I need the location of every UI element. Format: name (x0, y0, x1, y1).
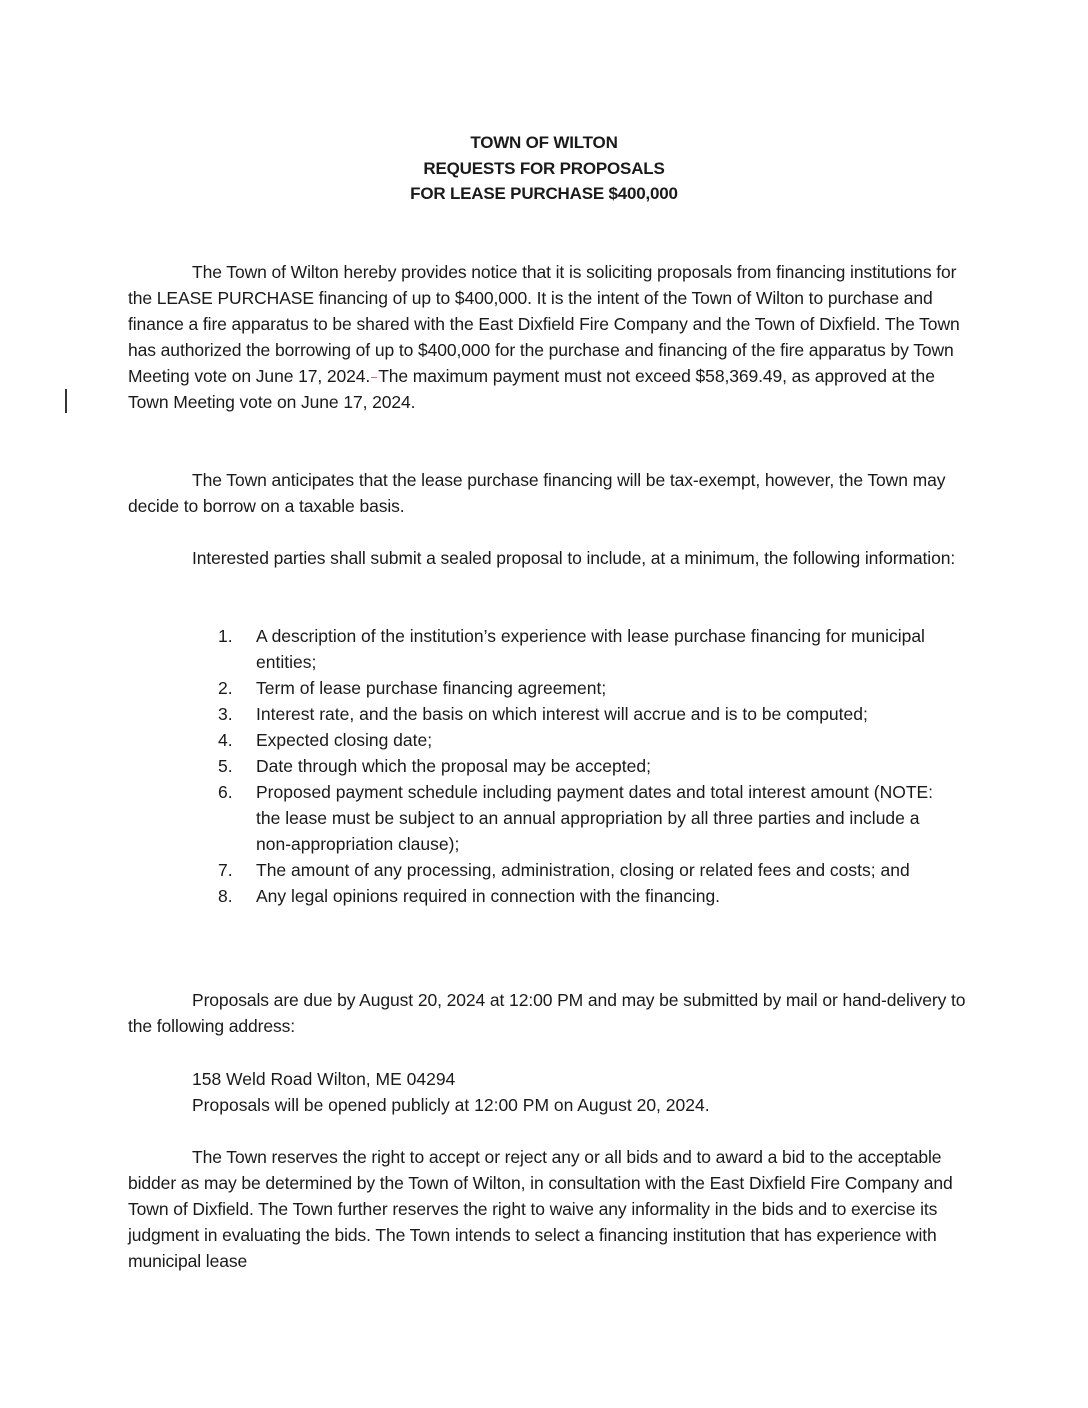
list-item: 8. Any legal opinions required in connection with the financing. (218, 886, 721, 906)
title-line-2: REQUESTS FOR PROPOSALS (423, 158, 665, 178)
title-line-3: FOR LEASE PURCHASE $400,000 (410, 184, 678, 203)
change-bar-marker (65, 389, 67, 413)
paragraph-due-date: Proposals are due by August 20, 2024 at 12:00 PM and may be submitted by mail or hand-delivery to the following address: (128, 990, 966, 1036)
paragraph-submission: Interested parties shall submit a sealed proposal to include, at a minimum, the following information: (192, 548, 956, 568)
list-item: 2. Term of lease purchase financing agreement; (218, 678, 607, 698)
paragraph-tax-exempt: The Town anticipates that the lease purchase financing will be tax-exempt, however, the Town may decide to borrow on a taxable basis. (128, 470, 946, 516)
opening-notice: Proposals will be opened publicly at 12:00 PM on August 20, 2024. (192, 1095, 710, 1115)
paragraph-intro (128, 259, 968, 415)
list-item: 5. Date through which the proposal may be accepted; (218, 756, 651, 776)
list-item: 1. A description of the institution’s experience with lease purchase financing for municipal entities; (218, 626, 925, 672)
list-item: 4. Expected closing date; (218, 730, 433, 750)
title-line-1: TOWN OF WILTON (470, 133, 618, 152)
list-item: 3. Interest rate, and the basis on which interest will accrue and is to be computed; (218, 704, 868, 724)
paragraph-reservation: The Town reserves the right to accept or reject any or all bids and to award a bid to the acceptable bidder as may be determined by the Town of Wilton, in consultation with the East Dixfield Fire Company and Town of Dixfield. The Town further reserves the right to waive any informality in the bids and to exercise its judgment in evaluating the bids. The Town intends to select a financing institution that has experience with municipal lease (128, 1147, 953, 1271)
document-title (0, 130, 1088, 207)
list-item: 7. The amount of any processing, administration, closing or related fees and costs; and (218, 860, 910, 880)
list-item: 6. Proposed payment schedule including payment dates and total interest amount (NOTE: the lease must be subject to an annual appropriation by all three parties and include a non-appropriation clause); (218, 782, 934, 854)
max-payment-text: The maximum payment must not exceed $58,369.49, as approved at the Town Meeting vote on June 17, 2024. (128, 366, 935, 412)
requirements-list (218, 623, 958, 909)
tracked-change-mark (371, 377, 377, 378)
intro-text: The Town of Wilton hereby provides notice that it is soliciting proposals from financing institutions for the LEASE PURCHASE financing of up to $400,000. It is the intent of the Town of Wilton to purchase and finance a fire apparatus to be shared with the East Dixfield Fire Company and the Town of Dixfield. The Town has authorized the borrowing of up to $400,000 for the purchase and financing of the fire apparatus by Town Meeting vote on June 17, 2024. (128, 262, 960, 386)
mailing-address: 158 Weld Road Wilton, ME 04294 (192, 1069, 456, 1089)
